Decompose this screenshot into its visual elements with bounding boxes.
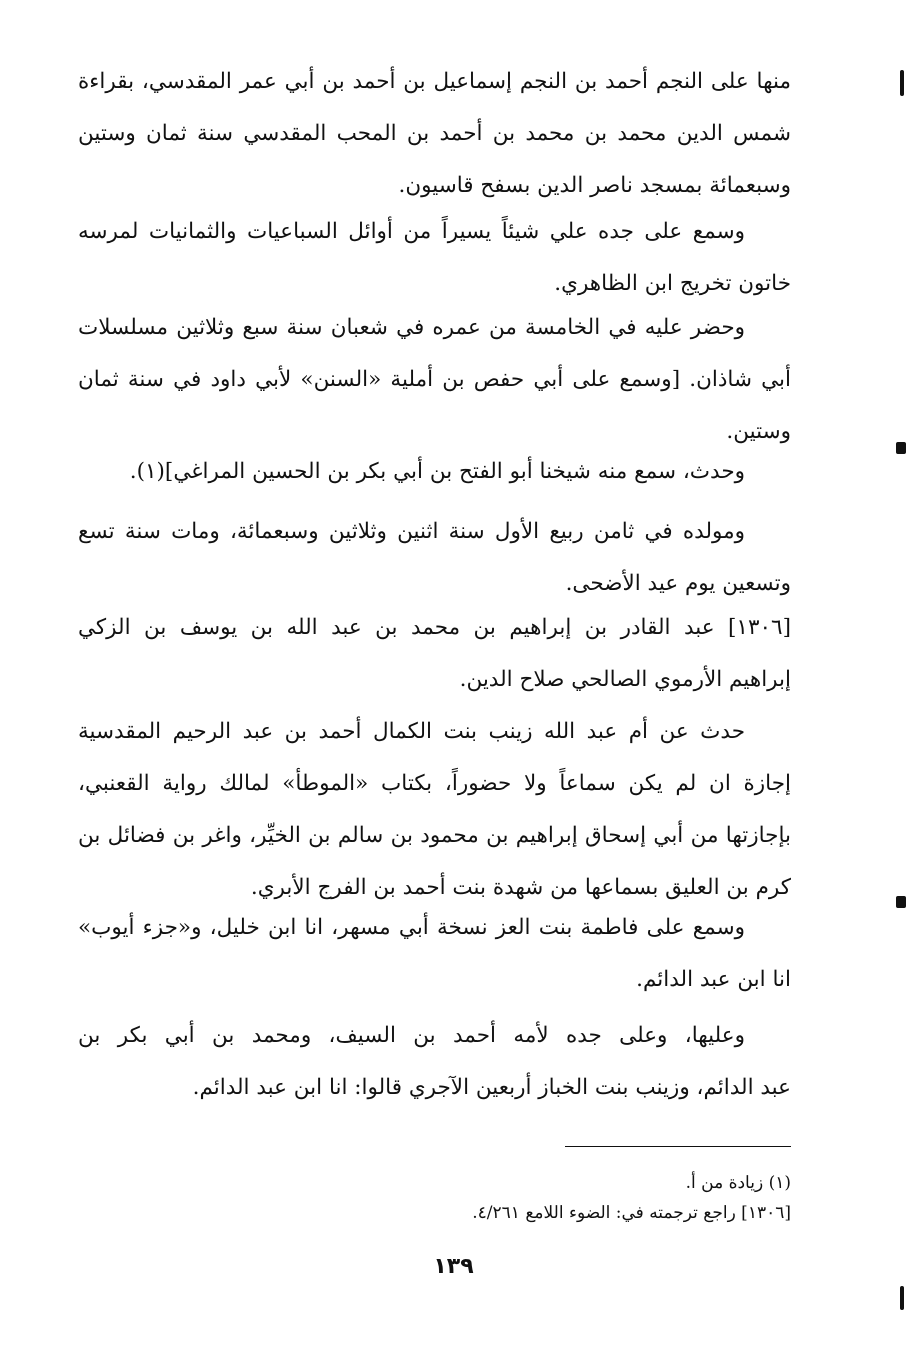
- text-line: انا ابن عبد الدائم.: [636, 967, 791, 992]
- text-line: وعليها، وعلى جده لأمه أحمد بن السيف، ومحمد بن أبي بكر بن: [78, 1023, 745, 1048]
- paragraph-3: [78, 302, 791, 458]
- page-number: ١٣٩: [433, 1254, 474, 1279]
- text-line: وحضر عليه في الخامسة من عمره في شعبان سنة سبع وثلاثين مسلسلات: [78, 315, 745, 340]
- text-line: كرم بن العليق بسماعها من شهدة بنت أحمد بن الفرج الأبري.: [250, 875, 791, 900]
- text-line: وتسعين يوم عيد الأضحى.: [565, 571, 791, 596]
- text-line: وسمع على جده علي شيئاً يسيراً من أوائل السباعيات والثمانيات لمرسه: [78, 219, 745, 244]
- text-line: إجازة ان لم يكن سماعاً ولا حضوراً، بكتاب «الموطأ» لمالك رواية القعنبي،: [78, 771, 791, 796]
- text-line: ومولده في ثامن ربيع الأول سنة اثنين وثلاثين وسبعمائة، ومات سنة تسع: [78, 519, 745, 544]
- footnotes: [300, 1168, 791, 1228]
- scan-edge-mark: [896, 896, 906, 908]
- entry-heading: [78, 602, 791, 706]
- text-line: وستين.: [726, 419, 791, 444]
- scan-edge-mark: [896, 442, 906, 454]
- scan-edge-mark: [900, 70, 904, 96]
- paragraph-4: [78, 446, 791, 498]
- footnote-2: [١٣٠٦] راجع ترجمته في: الضوء اللامع ٤/٢٦١.: [472, 1203, 791, 1223]
- text-line: بإجازتها من أبي إسحاق إبراهيم بن محمود بن سالم بن الخيِّر، واغر بن فضائل بن: [78, 823, 791, 848]
- paragraph-1: [78, 56, 791, 212]
- scan-edge-mark: [900, 1286, 904, 1310]
- text-line: وسبعمائة بمسجد ناصر الدين بسفح قاسيون.: [398, 173, 791, 198]
- paragraph-8: [78, 902, 791, 1006]
- text-line: عبد الدائم، وزينب بنت الخباز أربعين الآجري قالوا: انا ابن عبد الدائم.: [192, 1075, 791, 1100]
- footnote-divider: [565, 1146, 791, 1147]
- text-line: [١٣٠٦] عبد القادر بن إبراهيم بن محمد بن عبد الله بن يوسف بن الزكي: [78, 615, 791, 640]
- text-line: خاتون تخريج ابن الظاهري.: [554, 271, 791, 296]
- text-line: إبراهيم الأرموي الصالحي صلاح الدين.: [459, 667, 791, 692]
- paragraph-2: [78, 206, 791, 310]
- text-line: شمس الدين محمد بن محمد بن أحمد بن المحب المقدسي سنة ثمان وستين: [78, 121, 791, 146]
- text-line: وسمع على فاطمة بنت العز نسخة أبي مسهر، انا ابن خليل، و«جزء أيوب»: [78, 915, 745, 940]
- text-line: حدث عن أم عبد الله زينب بنت الكمال أحمد بن عبد الرحيم المقدسية: [78, 719, 745, 744]
- footnote-1: (١) زيادة من أ.: [685, 1173, 791, 1193]
- text-line: منها على النجم أحمد بن النجم إسماعيل بن أحمد بن أبي عمر المقدسي، بقراءة: [78, 69, 791, 94]
- paragraph-7: [78, 706, 791, 914]
- paragraph-9: [78, 1010, 791, 1114]
- text-line: أبي شاذان. [وسمع على أبي حفص بن أملية «السنن» لأبي داود في سنة ثمان: [78, 367, 791, 392]
- paragraph-5: [78, 506, 791, 610]
- text-line: وحدث، سمع منه شيخنا أبو الفتح بن أبي بكر بن الحسين المراغي](١).: [129, 459, 745, 484]
